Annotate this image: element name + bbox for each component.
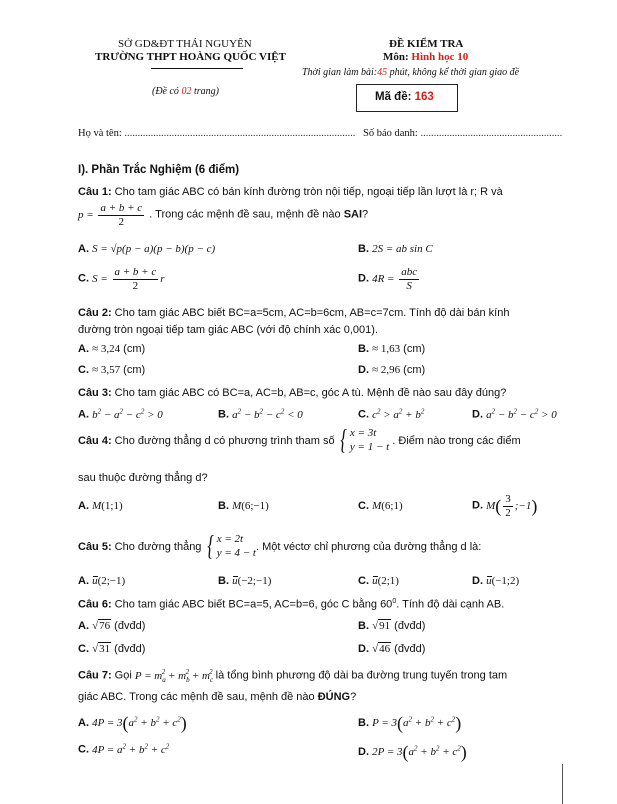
page-edge-right xyxy=(562,764,563,804)
q2-option-d: D. ≈ 2,96 (cm) xyxy=(358,364,426,376)
q1-line2: p = $\frac{a + b + c}{2}$ . Trong các mệnh đề sau, mệnh đề nào SAI? xyxy=(78,202,369,228)
q6-option-b: B. √91 (đvđd) xyxy=(358,620,426,632)
q5-option-a: A. u(2;−1) xyxy=(78,575,126,587)
q2-option-c: C. ≈ 3,57 (cm) xyxy=(78,364,146,376)
q4-option-d: D. M( $\frac{3}{2}$ ;−1) xyxy=(472,493,538,519)
q6-option-c: C. √31 (đvđd) xyxy=(78,643,146,655)
student-id-line: Số báo danh: ...................................................... xyxy=(363,128,563,139)
q7-option-a: A. $4P = 3(a^2 + b^2 + c^2)$ xyxy=(78,713,187,733)
q3-option-c: C. $c^2 > a^2 + b^2$ xyxy=(358,407,425,421)
q1-line1: Câu 1: Cho tam giác ABC có bán kính đường tròn nội tiếp, ngoại tiếp lần lượt là r; R và xyxy=(78,186,503,198)
q3-line1: Câu 3: Cho tam giác ABC có BC=a, AC=b, AB=c, góc A tù. Mệnh đề nào sau đây đúng? xyxy=(78,387,507,399)
q6-line1: Câu 6: Cho tam giác ABC biết BC=a=5, AC=b=6, góc C bằng $60^0$. Tính độ dài cạnh AB. xyxy=(78,598,505,611)
page-count: (Đề có 02 trang) xyxy=(152,86,219,97)
school-name: TRƯỜNG THPT HOÀNG QUỐC VIỆT xyxy=(95,51,286,63)
subject-line: Môn: Hình học 10 xyxy=(383,51,469,63)
q7-formula: $P = m_a^2 + m_b^2 + m_c^2$ xyxy=(134,668,214,684)
q4-system: { x = 3t y = 1 − t xyxy=(339,425,390,456)
q6-option-d: D. √46 (đvđd) xyxy=(358,643,426,655)
q7-option-d: D. $2P = 3(a^2 + b^2 + c^2)$ xyxy=(358,742,467,762)
q2-option-a: A. ≈ 3,24 (cm) xyxy=(78,343,146,355)
q7-option-c: C. $4P = a^2 + b^2 + c^2$ xyxy=(78,742,170,756)
q7-line1: Câu 7: Gọi $P = m_a^2 + m_b^2 + m_c^2$ là tổng bình phương độ dài ba đường trung tuyến trong tam xyxy=(78,668,508,684)
q4-option-a: A. M(1;1) xyxy=(78,500,123,512)
section-title: I). Phần Trắc Nghiệm (6 điểm) xyxy=(78,164,240,176)
q1-option-b: B. 2S = ab sin C xyxy=(358,243,433,255)
q3-option-b: B. $a^2 - b^2 - c^2 < 0$ xyxy=(218,407,303,421)
q4-option-b: B. M(6;−1) xyxy=(218,500,269,512)
q1-option-c: C. S = $\frac{a + b + c}{2}$ r xyxy=(78,266,165,292)
q4-line2: sau thuộc đường thẳng d? xyxy=(78,472,208,484)
exam-title: ĐỀ KIỂM TRA xyxy=(389,38,464,50)
q2-option-b: B. ≈ 1,63 (cm) xyxy=(358,343,426,355)
q7-option-b: B. $P = 3(a^2 + b^2 + c^2)$ xyxy=(358,713,462,733)
q5-option-b: B. u(−2;−1) xyxy=(218,575,272,587)
q5-line1: Câu 5: Cho đường thẳng { x = 2t y = 4 − t . Một véctơ chỉ phương của đường thẳng d là: xyxy=(78,531,482,562)
q2-line1: Câu 2: Cho tam giác ABC biết BC=a=5cm, AC=b=6cm, AB=c=7cm. Tính độ dài bán kính xyxy=(78,307,510,319)
student-name-line: Họ và tên: ........................................................................................ xyxy=(78,128,356,139)
q2-line2: đường tròn ngoại tiếp tam giác ABC (với độ chính xác 0,001). xyxy=(78,324,379,336)
q3-option-d: D. $a^2 - b^2 - c^2 > 0$ xyxy=(472,407,557,421)
q5-option-c: C. u(2;1) xyxy=(358,575,399,587)
q4-line1: Câu 4: Cho đường thẳng d có phương trình tham số { x = 3t y = 1 − t . Điểm nào trong các điểm xyxy=(78,425,521,456)
q3-option-a: A. $b^2 - a^2 - c^2 > 0$ xyxy=(78,407,163,421)
q1-formula: p = $\frac{a + b + c}{2}$ xyxy=(78,202,143,228)
exam-code: Mã đề: 163 xyxy=(375,91,434,103)
q1-option-d: D. 4R = $\frac{\text{abc}}{S}$ xyxy=(358,266,418,292)
q7-line2: giác ABC. Trong các mệnh đề sau, mệnh đề nào ĐÚNG? xyxy=(78,691,357,703)
school-underline xyxy=(151,68,243,69)
q5-system: { x = 2t y = 4 − t xyxy=(206,531,256,562)
time-line: Thời gian làm bài:45 phút, không kể thời gian giao đề xyxy=(302,67,520,78)
q6-option-a: A. √76 (đvđd) xyxy=(78,620,146,632)
q5-option-d: D. u(−1;2) xyxy=(472,575,520,587)
q4-option-c: C. M(6;1) xyxy=(358,500,403,512)
dept-name: SỞ GD&ĐT THÁI NGUYÊN xyxy=(118,38,252,50)
q1-option-a: A. S = √p(p − a)(p − b)(p − c) xyxy=(78,243,216,255)
